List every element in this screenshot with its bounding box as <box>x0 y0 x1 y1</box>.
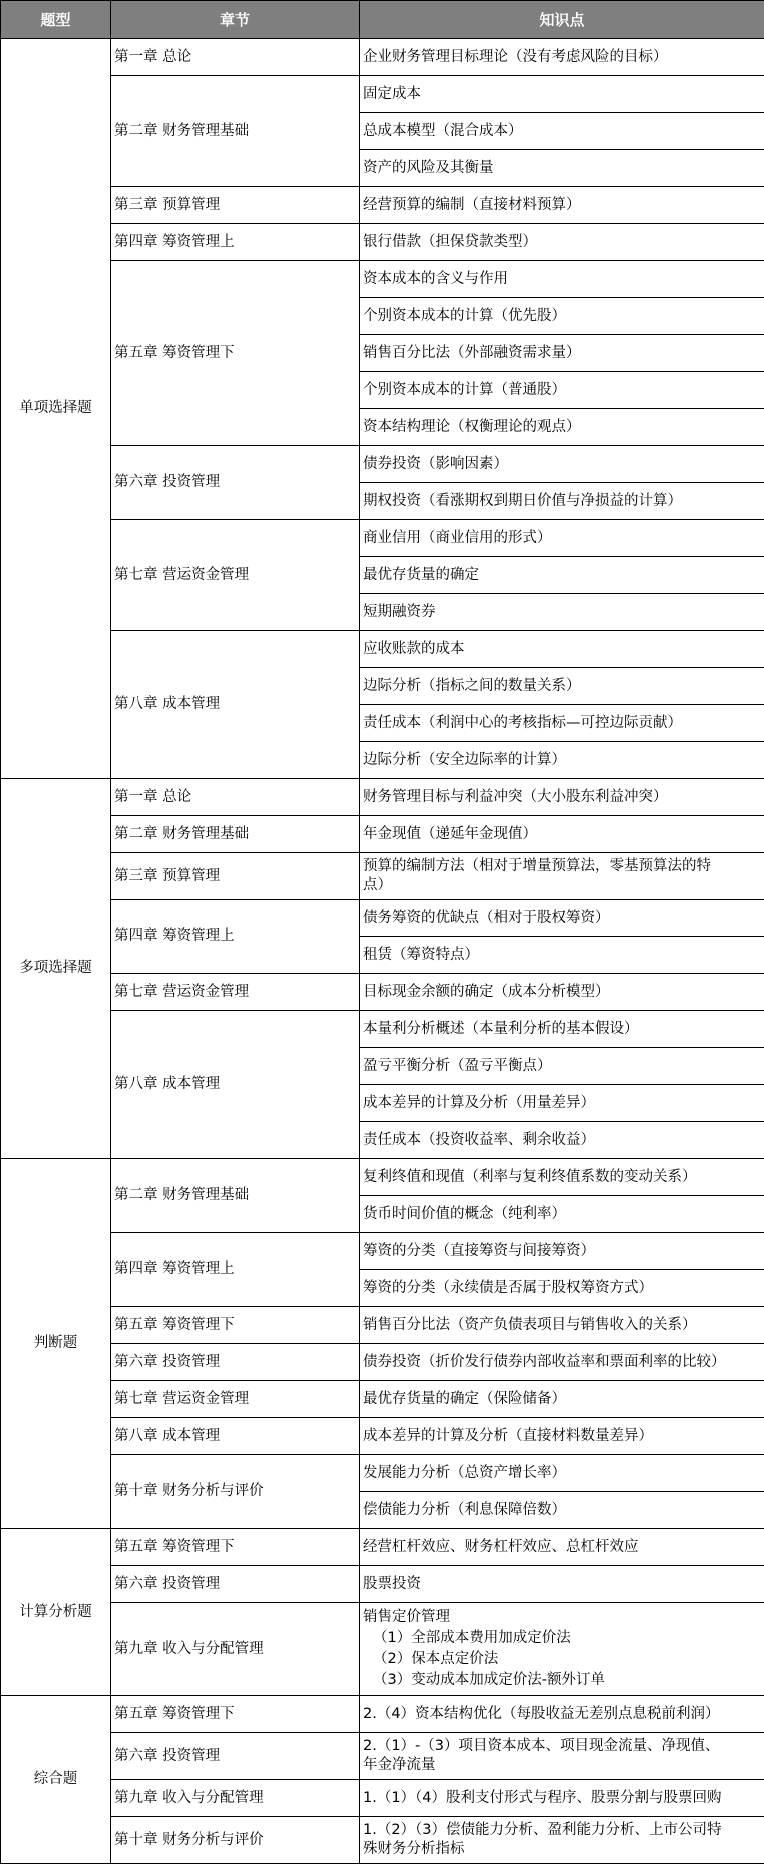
chapter-cell: 第四章 筹资管理上 <box>111 1233 360 1307</box>
table-row <box>1 816 764 853</box>
table-row <box>1 974 764 1011</box>
knowledge-point-cell: 成本差异的计算及分析（直接材料数量差异） <box>360 1418 764 1455</box>
chapter-cell: 第六章 投资管理 <box>111 1566 360 1603</box>
table-row <box>1 853 764 900</box>
knowledge-point-cell: 复利终值和现值（利率与复利终值系数的变动关系） <box>360 1159 764 1196</box>
knowledge-point-cell: 最优存货量的确定 <box>360 557 764 594</box>
chapter-cell: 第五章 筹资管理下 <box>111 1529 360 1566</box>
knowledge-point-cell: 本量利分析概述（本量利分析的基本假设） <box>360 1011 764 1048</box>
chapter-cell: 第一章 总论 <box>111 779 360 816</box>
knowledge-point-cell: 发展能力分析（总资产增长率） <box>360 1455 764 1492</box>
knowledge-point-cell: 资本成本的含义与作用 <box>360 261 764 298</box>
chapter-cell: 第五章 筹资管理下 <box>111 261 360 446</box>
knowledge-point-cell: 销售百分比法（资产负债表项目与销售收入的关系） <box>360 1307 764 1344</box>
table-row <box>1 1696 764 1733</box>
knowledge-point-cell: 期权投资（看涨期权到期日价值与净损益的计算） <box>360 483 764 520</box>
chapter-cell: 第九章 收入与分配管理 <box>111 1603 360 1696</box>
chapter-cell: 第九章 收入与分配管理 <box>111 1780 360 1817</box>
knowledge-point-cell: 资产的风险及其衡量 <box>360 150 764 187</box>
knowledge-point-cell: 股票投资 <box>360 1566 764 1603</box>
chapter-cell: 第一章 总论 <box>111 39 360 76</box>
knowledge-point-line: 殊财务分析指标 <box>363 1841 465 1857</box>
knowledge-point-cell: 固定成本 <box>360 76 764 113</box>
chapter-cell: 第七章 营运资金管理 <box>111 1381 360 1418</box>
knowledge-point-line: 2.（1）-（3）项目资本成本、项目现金流量、净现值、 <box>363 1738 720 1754</box>
knowledge-point-cell: 责任成本（投资收益率、剩余收益） <box>360 1122 764 1159</box>
knowledge-point-cell: 2.（4）资本结构优化（每股收益无差别点息税前利润） <box>360 1696 764 1733</box>
knowledge-point-cell: 银行借款（担保贷款类型） <box>360 224 764 261</box>
chapter-cell: 第六章 投资管理 <box>111 1733 360 1780</box>
table-row <box>1 1307 764 1344</box>
knowledge-point-cell: 个别资本成本的计算（优先股） <box>360 298 764 335</box>
knowledge-point-cell: 短期融资券 <box>360 594 764 631</box>
knowledge-point-cell: 盈亏平衡分析（盈亏平衡点） <box>360 1048 764 1085</box>
knowledge-point-line: （3）变动成本加成定价法-额外订单 <box>373 1672 605 1688</box>
chapter-cell: 第四章 筹资管理上 <box>111 900 360 974</box>
table-row <box>1 631 764 668</box>
knowledge-point-cell: 总成本模型（混合成本） <box>360 113 764 150</box>
chapter-cell: 第八章 成本管理 <box>111 631 360 779</box>
knowledge-point-cell: 个别资本成本的计算（普通股） <box>360 372 764 409</box>
knowledge-point-cell: 财务管理目标与利益冲突（大小股东利益冲突） <box>360 779 764 816</box>
chapter-cell: 第七章 营运资金管理 <box>111 520 360 631</box>
knowledge-point-cell: 债券投资（折价发行债券内部收益率和票面利率的比较） <box>360 1344 764 1381</box>
header-type: 题型 <box>1 1 111 39</box>
knowledge-point-cell: 应收账款的成本 <box>360 631 764 668</box>
table-body <box>1 39 764 1864</box>
table-row <box>1 1159 764 1196</box>
table-row <box>1 779 764 816</box>
knowledge-point-cell: 债务筹资的优缺点（相对于股权筹资） <box>360 900 764 937</box>
table-row <box>1 1566 764 1603</box>
knowledge-point-line: 销售定价管理 <box>363 1609 450 1625</box>
chapter-cell: 第六章 投资管理 <box>111 446 360 520</box>
chapter-cell: 第二章 财务管理基础 <box>111 1159 360 1233</box>
question-type-cell: 多项选择题 <box>1 779 111 1159</box>
chapter-cell: 第七章 营运资金管理 <box>111 974 360 1011</box>
knowledge-point-cell <box>360 1733 764 1780</box>
chapter-cell: 第五章 筹资管理下 <box>111 1696 360 1733</box>
chapter-cell: 第二章 财务管理基础 <box>111 816 360 853</box>
chapter-cell: 第十章 财务分析与评价 <box>111 1817 360 1864</box>
table-row <box>1 520 764 557</box>
chapter-cell: 第三章 预算管理 <box>111 853 360 900</box>
knowledge-point-cell: 企业财务管理目标理论（没有考虑风险的目标） <box>360 39 764 76</box>
knowledge-point-line: （1）全部成本费用加成定价法 <box>373 1630 571 1646</box>
question-type-cell: 判断题 <box>1 1159 111 1529</box>
chapter-cell: 第八章 成本管理 <box>111 1418 360 1455</box>
table-header <box>1 1 764 39</box>
knowledge-point-line: 预算的编制方法（相对于增量预算法，零基预算法的特 <box>363 858 711 874</box>
knowledge-point-cell: 筹资的分类（永续债是否属于股权筹资方式） <box>360 1270 764 1307</box>
table-row <box>1 900 764 937</box>
knowledge-point-cell: 筹资的分类（直接筹资与间接筹资） <box>360 1233 764 1270</box>
knowledge-point-cell: 资本结构理论（权衡理论的观点） <box>360 409 764 446</box>
knowledge-point-cell: 目标现金余额的确定（成本分析模型） <box>360 974 764 1011</box>
table-row <box>1 187 764 224</box>
knowledge-point-cell: 边际分析（安全边际率的计算） <box>360 742 764 779</box>
header-point: 知识点 <box>360 1 764 39</box>
table-row <box>1 1603 764 1696</box>
knowledge-point-cell: 年金现值（递延年金现值） <box>360 816 764 853</box>
table-row <box>1 446 764 483</box>
table-row <box>1 1780 764 1817</box>
chapter-cell: 第五章 筹资管理下 <box>111 1307 360 1344</box>
chapter-cell: 第三章 预算管理 <box>111 187 360 224</box>
knowledge-point-cell <box>360 853 764 900</box>
question-type-cell: 计算分析题 <box>1 1529 111 1696</box>
knowledge-point-cell: 偿债能力分析（利息保障倍数） <box>360 1492 764 1529</box>
table-row <box>1 1418 764 1455</box>
table-row <box>1 261 764 298</box>
knowledge-point-cell: 经营杠杆效应、财务杠杆效应、总杠杆效应 <box>360 1529 764 1566</box>
table-row <box>1 39 764 76</box>
knowledge-point-cell: 责任成本（利润中心的考核指标—可控边际贡献） <box>360 705 764 742</box>
header-chapter: 章节 <box>111 1 360 39</box>
chapter-cell: 第六章 投资管理 <box>111 1344 360 1381</box>
knowledge-point-cell <box>360 1817 764 1864</box>
table-row <box>1 1233 764 1270</box>
table-row <box>1 1011 764 1048</box>
table-row <box>1 1817 764 1864</box>
chapter-cell: 第二章 财务管理基础 <box>111 76 360 187</box>
question-type-cell: 综合题 <box>1 1696 111 1864</box>
table-row <box>1 1381 764 1418</box>
knowledge-point-cell <box>360 1603 764 1696</box>
table-row <box>1 1529 764 1566</box>
question-type-cell: 单项选择题 <box>1 39 111 779</box>
table-row <box>1 1344 764 1381</box>
header-row <box>1 1 764 39</box>
knowledge-point-cell: 成本差异的计算及分析（用量差异） <box>360 1085 764 1122</box>
knowledge-point-cell: 1.（1）（4）股利支付形式与程序、股票分割与股票回购 <box>360 1780 764 1817</box>
knowledge-point-cell: 经营预算的编制（直接材料预算） <box>360 187 764 224</box>
knowledge-point-cell: 货币时间价值的概念（纯利率） <box>360 1196 764 1233</box>
knowledge-point-cell: 边际分析（指标之间的数量关系） <box>360 668 764 705</box>
knowledge-point-line: 1.（2）（3）偿债能力分析、盈利能力分析、上市公司特 <box>363 1822 722 1838</box>
knowledge-point-cell: 最优存货量的确定（保险储备） <box>360 1381 764 1418</box>
knowledge-point-cell: 销售百分比法（外部融资需求量） <box>360 335 764 372</box>
knowledge-point-line: 年金净流量 <box>363 1757 436 1773</box>
table-row <box>1 1455 764 1492</box>
chapter-cell: 第四章 筹资管理上 <box>111 224 360 261</box>
table-row <box>1 224 764 261</box>
chapter-cell: 第十章 财务分析与评价 <box>111 1455 360 1529</box>
knowledge-point-cell: 债券投资（影响因素） <box>360 446 764 483</box>
knowledge-point-cell: 租赁（筹资特点） <box>360 937 764 974</box>
chapter-cell: 第八章 成本管理 <box>111 1011 360 1159</box>
knowledge-point-cell: 商业信用（商业信用的形式） <box>360 520 764 557</box>
table-row <box>1 1733 764 1780</box>
table-row <box>1 76 764 113</box>
knowledge-point-line: （2）保本点定价法 <box>373 1651 499 1667</box>
knowledge-point-line: 点） <box>363 877 392 893</box>
